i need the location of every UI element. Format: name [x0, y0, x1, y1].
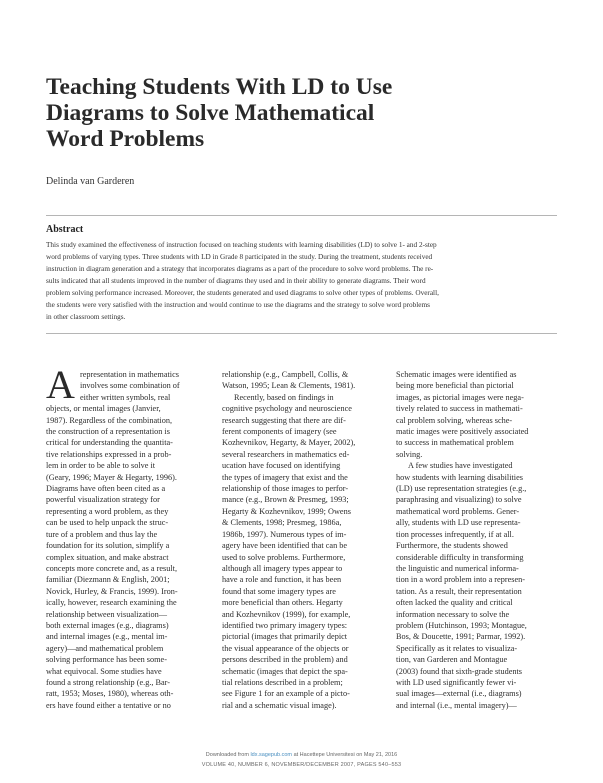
abstract-line: This study examined the effectiveness of instruction focused on teaching students with learning disabilities (LD) to solve 1- and 2-step — [46, 241, 437, 249]
body-line: solving. — [396, 449, 423, 459]
drop-cap: A — [46, 362, 75, 407]
abstract-line: problem solving performance increased. Moreover, the students generated and used diagrams to solve other types of problems. Overall, — [46, 289, 439, 298]
body-line: Novick, Hurley, & Francis, 1999). Iron- — [46, 586, 178, 596]
abstract-line: in other classroom settings. — [46, 313, 126, 322]
abstract-heading: Abstract — [46, 224, 84, 235]
body-line: complex situation, and make abstract — [46, 552, 169, 562]
body-line: tion in a word problem into a represen- — [396, 575, 525, 585]
body-line: problem (Hutchinson, 1993; Montague, — [396, 620, 527, 630]
body-line: tion processes infrequently, if at all. — [396, 529, 514, 539]
body-line: objects, or mental images (Janvier, — [46, 404, 161, 414]
abstract-top-divider — [46, 215, 557, 216]
download-notice — [0, 752, 603, 758]
body-line: persons described in the problem) and — [222, 655, 348, 665]
body-line: (2003) found that sixth-grade students — [396, 666, 523, 676]
body-line: tial relations described in a problem; — [222, 677, 343, 687]
body-line: involves some combination of — [80, 381, 180, 391]
article-title — [46, 74, 566, 152]
body-line: Diagrams have often been cited as a — [46, 484, 166, 494]
abstract-line: the students were very satisfied with the instruction and would continue to use the diagrams and the strategy to solve word problems — [46, 301, 430, 310]
download-prefix: Downloaded from — [205, 752, 249, 758]
body-line: considerable difficulty in transforming — [396, 552, 524, 562]
body-line: relationship (e.g., Campbell, Collis, & — [222, 370, 349, 379]
body-line: more beneficial than others. Hegarty — [222, 598, 343, 608]
body-line: either written symbols, real — [80, 392, 171, 402]
body-line: and internal images (e.g., mental im- — [46, 632, 168, 642]
body-line: matic images were positively associated — [396, 427, 529, 437]
download-link[interactable]: ldx.sagepub.com — [250, 752, 293, 758]
body-line: images, as pictorial images were nega- — [396, 392, 524, 402]
body-line: ratt, 1953; Moses, 1980), whereas oth- — [46, 689, 174, 699]
body-line: agery have been identified that can be — [222, 541, 348, 551]
body-line: Kozhevnikov, Hegarty, & Mayer, 2002), — [222, 438, 356, 448]
body-line: ally, students with LD use representa- — [396, 518, 521, 528]
body-line: paraphrasing and visualizing) to solve — [396, 495, 522, 505]
body-line: cognitive psychology and neuroscience — [222, 404, 352, 414]
body-line: often lacked the quality and critical — [396, 598, 513, 608]
body-line: (LD) use representation strategies (e.g., — [396, 484, 527, 494]
body-line: found that some imagery types are — [222, 586, 336, 596]
body-line: can be used to help unpack the struc- — [46, 518, 169, 528]
body-line: Bos, & Doucette, 1991; Parmar, 1992). — [396, 632, 526, 642]
download-suffix: at Hacettepe Universitesi on May 21, 2016 — [293, 752, 398, 758]
body-line: tation. As a result, their representation — [396, 586, 522, 596]
body-line: representing a word problem, as they — [46, 506, 169, 516]
title-line: Word Problems — [46, 126, 205, 152]
body-line: and Kozhevnikov (1999), for example, — [222, 609, 351, 619]
body-line: identified two primary imagery types: — [222, 620, 348, 630]
body-line: research suggesting that there are dif- — [222, 415, 346, 425]
body-line: 1986b, 1997). Numerous types of im- — [222, 529, 347, 539]
body-line: 1987). Regardless of the combination, — [46, 415, 173, 425]
abstract-line: word problems of varying types. Three students with LD in Grade 8 participated in the study. During the treatment, students received — [46, 253, 433, 262]
body-column-1 — [46, 369, 208, 711]
body-line: information necessary to solve the — [396, 609, 510, 619]
body-line: rial and a schematic visual image). — [222, 700, 337, 710]
body-line: (Geary, 1996; Mayer & Hegarty, 1996). — [46, 472, 177, 482]
body-line: see Figure 1 for an example of a picto- — [222, 689, 350, 699]
body-line: tion, van Garderen and Montague — [396, 655, 508, 665]
body-line: relationship of those images to perfor- — [222, 484, 349, 494]
body-line: several researchers in mathematics ed- — [222, 449, 350, 459]
body-line: mathematical word problems. Gener- — [396, 506, 520, 516]
volume-info: VOLUME 40, NUMBER 6, NOVEMBER/DECEMBER 2007, PAGES 540–553 — [201, 762, 402, 768]
body-line: representation in mathematics — [80, 370, 179, 379]
body-column-3 — [396, 369, 558, 711]
body-line: used to solve problems. Furthermore, — [222, 552, 346, 562]
body-line: cal problem solving, whereas sche- — [396, 415, 513, 425]
body-line: Recently, based on findings in — [234, 392, 334, 402]
body-line: both external images (e.g., diagrams) — [46, 620, 169, 630]
body-line: ers have found either a tentative or no — [46, 700, 171, 710]
body-line: critical for understanding the quantita- — [46, 438, 173, 448]
body-line: ferent components of imagery (see — [222, 427, 337, 437]
abstract-line: sults indicated that all students improved in the number of diagrams they used and in their ability to generate diagrams. Their word — [46, 277, 426, 286]
body-line: tively related to success in mathemati- — [396, 404, 523, 414]
body-line: ture of a problem and thus lay the — [46, 529, 158, 539]
title-line: Diagrams to Solve Mathematical — [46, 100, 375, 126]
body-column-2 — [222, 369, 384, 711]
body-line: A few studies have investigated — [408, 461, 513, 471]
abstract-bottom-divider — [46, 333, 557, 334]
body-line: mance (e.g., Brown & Presmeg, 1993; — [222, 495, 349, 505]
body-line: ucation have focused on identifying — [222, 461, 341, 471]
body-line: to success in mathematical problem — [396, 438, 514, 448]
body-line: familiar (Diezmann & English, 2001; — [46, 575, 170, 585]
body-line: tive relationships expressed in a prob- — [46, 449, 172, 459]
body-line: the linguistic and numerical informa- — [396, 563, 519, 573]
body-line: agery)—and mathematical problem — [46, 643, 164, 653]
title-line: Teaching Students With LD to Use — [46, 74, 393, 100]
body-line: concepts more concrete and, as a result, — [46, 563, 178, 573]
body-line: & Clements, 1998; Presmeg, 1986a, — [222, 518, 342, 528]
body-line: Specifically as it relates to visualiza- — [396, 643, 518, 653]
body-line: Furthermore, the students showed — [396, 541, 508, 551]
body-line: Watson, 1995; Lean & Clements, 1981). — [222, 381, 356, 391]
body-line: what equivocal. Some studies have — [46, 666, 162, 676]
body-line: the construction of a representation is — [46, 427, 170, 437]
abstract-line: instruction in diagram generation and a strategy that incorporates diagrams as a part of the procedure to solve word problems. The re- — [46, 265, 434, 274]
body-line: solving performance has been some- — [46, 655, 167, 665]
body-line: although all imagery types appear to — [222, 563, 343, 573]
abstract-body — [46, 239, 557, 323]
author-name: Delinda van Garderen — [46, 176, 135, 187]
body-line: lem in order to be able to solve it — [46, 461, 156, 471]
body-line: powerful visualization strategy for — [46, 495, 160, 505]
body-line: found a strong relationship (e.g., Bar- — [46, 677, 171, 687]
body-line: foundation for its solution, simplify a — [46, 541, 170, 551]
body-line: schematic (images that depict the spa- — [222, 666, 348, 676]
body-line: the visual appearance of the objects or — [222, 643, 349, 653]
body-line: pictorial (images that primarily depict — [222, 632, 348, 642]
body-line: and internal (i.e., mental imagery)— — [396, 700, 517, 710]
body-line: how students with learning disabilities — [396, 472, 523, 482]
body-line: Hegarty & Kozhevnikov, 1999; Owens — [222, 506, 351, 516]
body-line: relationship between visualization— — [46, 609, 167, 619]
body-line: sual images—external (i.e., diagrams) — [396, 689, 522, 699]
body-line: being more beneficial than pictorial — [396, 381, 514, 391]
body-line: with LD used significantly fewer vi- — [396, 677, 517, 687]
body-line: ically, however, research examining the — [46, 598, 177, 608]
body-line: Schematic images were identified as — [396, 370, 517, 379]
body-line: have a role and function, it has been — [222, 575, 342, 585]
body-line: the types of imagery that exist and the — [222, 472, 348, 482]
